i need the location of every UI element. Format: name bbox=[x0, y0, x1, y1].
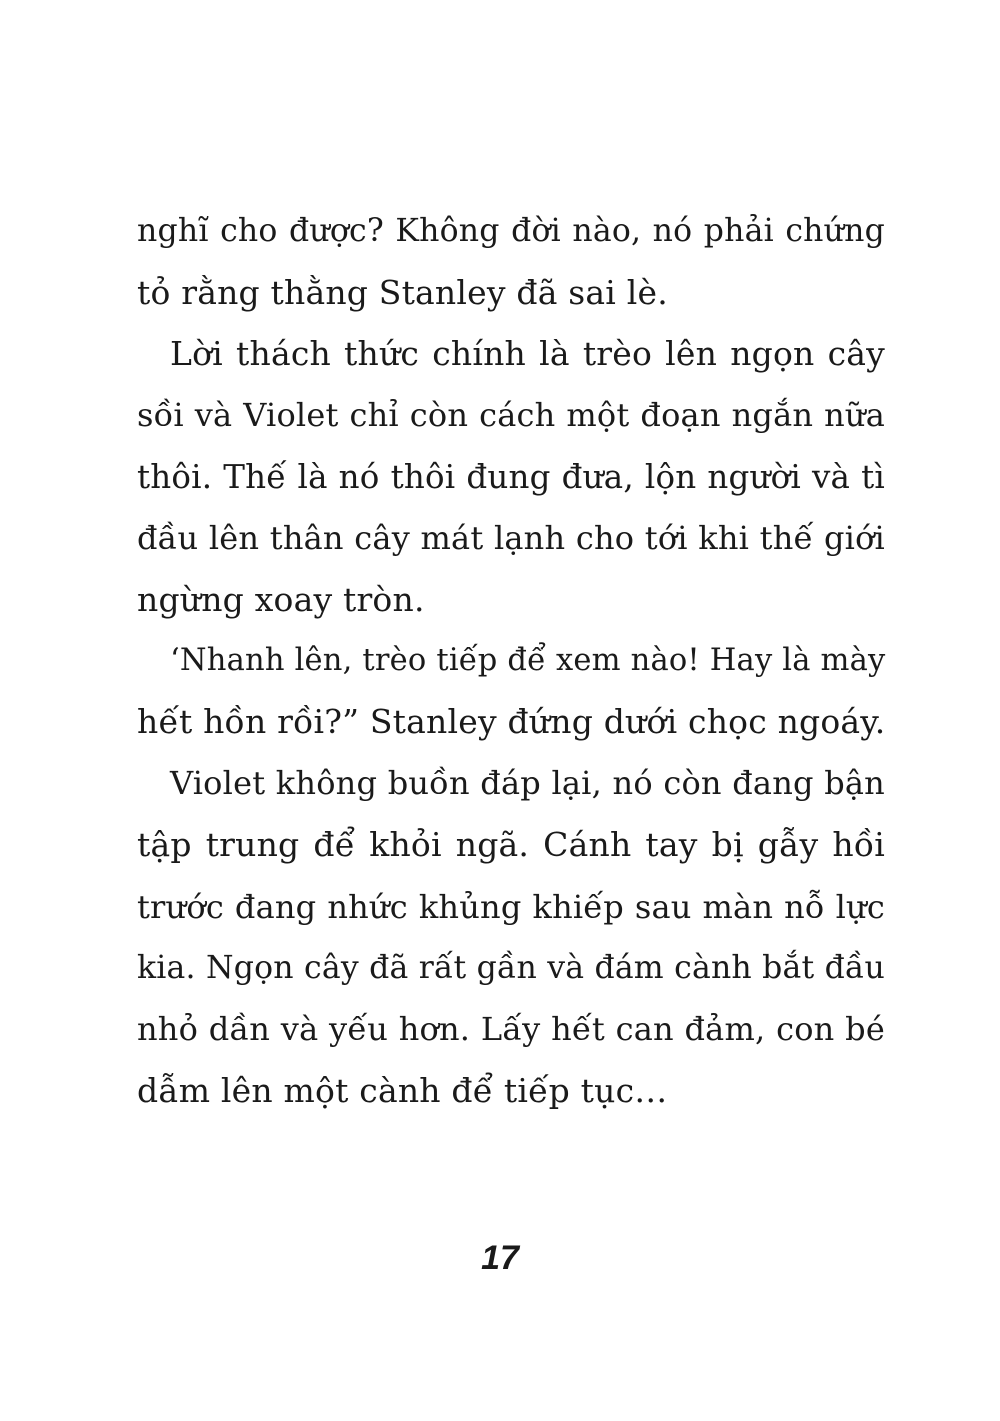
page-number: 17 bbox=[481, 1239, 519, 1277]
text-line: dẫm lên một cành để tiếp tục… bbox=[137, 1071, 668, 1110]
text-line: nghĩ cho được? Không đời nào, nó phải chứng bbox=[137, 213, 885, 249]
text-line: tập trung để khỏi ngã. Cánh tay bị gẫy hồi bbox=[137, 825, 885, 864]
text-line: tỏ rằng thằng Stanley đã sai lè. bbox=[137, 273, 668, 312]
text-line: thôi. Thế là nó thôi đung đưa, lộn người và tì bbox=[137, 458, 885, 496]
text-line: Lời thách thức chính là trèo lên ngọn cây bbox=[170, 334, 885, 373]
text-line: trước đang nhức khủng khiếp sau màn nỗ lực bbox=[137, 888, 885, 926]
text-line: ngừng xoay tròn. bbox=[137, 580, 425, 619]
text-line: đầu lên thân cây mát lạnh cho tới khi thế giới bbox=[137, 519, 885, 557]
text-line: sồi và Violet chỉ còn cách một đoạn ngắn nữa bbox=[137, 396, 885, 434]
text-line: nhỏ dần và yếu hơn. Lấy hết can đảm, con bé bbox=[137, 1010, 885, 1048]
text-line: kia. Ngọn cây đã rất gần và đám cành bắt đầu bbox=[137, 950, 885, 986]
text-line: Violet không buồn đáp lại, nó còn đang bận bbox=[170, 764, 885, 802]
text-line: ‘Nhanh lên, trèo tiếp để xem nào! Hay là mày bbox=[170, 643, 886, 678]
text-line: hết hồn rồi?” Stanley đứng dưới chọc ngoáy. bbox=[137, 702, 886, 741]
